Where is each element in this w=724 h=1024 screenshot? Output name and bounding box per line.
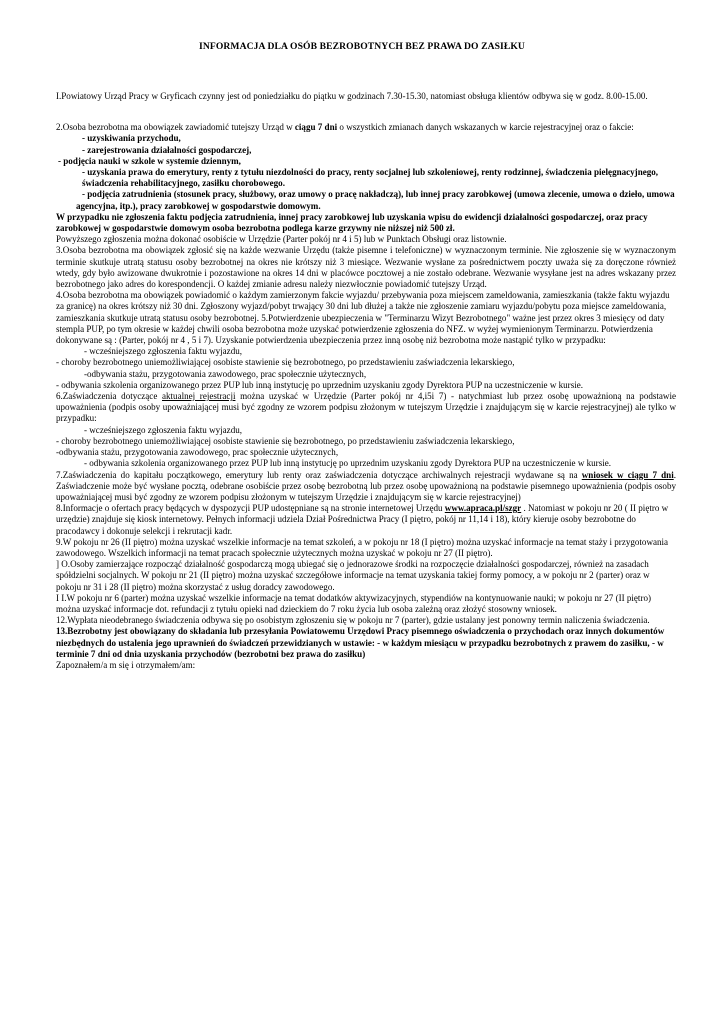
paragraph-2-text: 2.Osoba bezrobotna ma obowiązek zawiadomić tutejszy Urząd w — [56, 122, 295, 133]
list-item: - wcześniejszego zgłoszenia faktu wyjazdu, — [84, 346, 243, 357]
paragraph-11: I I.W pokoju nr 6 (parter) można uzyskać wszelkie informacje na temat dodatków aktywizacyjnych, stypendiów na kontynuowanie nauki; w pokoju nr 27 (II piętro) można uzyskać informacje dot. refundacji z tytułu opieki nad dzieckiem do 7 roku życia lub osoba zależną oraz złożyć stosowny wniosek. — [56, 592, 651, 614]
reporting-note: Powyższego zgłoszenia można dokonać osobiście w Urzędzie (Parter pokój nr 4 i 5) lub w Punktach Obsługi oraz listownie. — [56, 234, 507, 245]
list-item: -odbywania stażu, przygotowania zawodowego, prac społecznie użytecznych, — [56, 447, 339, 458]
paragraph-4: 4.Osoba bezrobotna ma obowiązek powiadomić o każdym zamierzonym fakcie wyjazdu/ przebywania poza miejscem zameldowania, zamieszkania (także faktu wyjazdu za granicę) na okres krótszy niż 30 dni. Zgłoszony wyjazd/pobyt trwający 30 dni lub dłużej a także nie zgłoszenie zamiaru wyjazdu/pobytu poza miejsce zameldowania, zamieszkania skutkuje utratą statusu osoby bezrobotnej. 5.Potwierdzenie ubezpieczenia w "Terminarzu Wizyt Bezrobotnego" ważne jest przez okres 3 miesięcy od daty stempla PUP, po tym okresie w każdej chwili osoba bezrobotna może uzyskać potwierdzenie zgłoszenia do NFZ. w wyżej wymienionym Terminarzu. Potwierdzenia dokonywane są : (Parter, pokój nr 4 , 5 i 7). Uzyskanie potwierdzenia ubezpieczenia przez inną osobę niż bezrobotna może nastąpić tylko w przypadku: — [56, 290, 670, 346]
paragraph-1: I.Powiatowy Urząd Pracy w Gryficach czynny jest od poniedziałku do piątku w godzinach 7.30-15.30, natomiast obsługa klientów odbywa się w godz. 8.00-15.00. — [56, 91, 648, 101]
paragraph-6-underlined: aktualnej rejestracji — [162, 391, 236, 402]
list-item: -odbywania stażu, przygotowania zawodowego, prac społecznie użytecznych, — [84, 368, 367, 379]
paragraph-7-text-end: . Zaświadczenie może być wysłane pocztą, odebrane osobiście przez osobę bezrobotną lub przez osobę upoważnioną na podstawie pisemnego upoważnienia (podpis osoby upoważniającej musi być zgodny ze wzorem podpisu złożonym w tutejszym Urzędzie i znajdującym się w karcie rejestracyjnej) — [56, 469, 676, 502]
document-body — [56, 91, 676, 671]
list-item: - odbywania szkolenia organizowanego przez PUP lub inną instytucję po uprzednim uzyskaniu zgody Dyrektora PUP na uczestniczenie w kursie. — [56, 379, 584, 390]
paragraph-2-text-end: o wszystkich zmianach danych wskazanych w karcie rejestracyjnej oraz o fakcie: — [337, 122, 634, 133]
paragraph-2 — [56, 122, 676, 133]
paragraph-3: 3.Osoba bezrobotna ma obowiązek zgłosić się na każde wezwanie Urzędu (także pisemne i telefoniczne) w wyznaczonym terminie. Nie zgłoszenie się w wyznaczonym terminie skutkuje utratą statusu osoby bezrobotnej na okres nie krótszy niż 3 miesiące. Wezwanie wysłane za pośrednictwem poczty uważa się za doręczone również wtedy, gdy było awizowane dwukrotnie i pozostawione na okres 14 dni w placówce pocztowej a nie zostało odebrane. Wezwanie wysyłane jest na adres wskazany przez bezrobotnego jako adres do korespondencji. O każdej zmianie adresu należy niezwłocznie powiadomić tutejszy Urząd. — [56, 245, 676, 290]
list-item: - uzyskiwania przychodu, — [82, 133, 181, 144]
website-link[interactable]: www.apraca.pl/szgr — [444, 503, 522, 514]
list-item: - podjęcia nauki w szkole w systemie dziennym, — [58, 155, 241, 166]
paragraph-6-text: 6.Zaświadczenia dotyczące — [56, 391, 162, 402]
paragraph-12: 12.Wypłata nieodebranego świadczenia odbywa się po osobistym zgłoszeniu się w pokoju nr 7 (parter), gdzie ustalany jest ponowny termin naliczenia świadczenia. — [56, 615, 650, 626]
warning-paragraph: W przypadku nie zgłoszenia faktu podjęcia zatrudnienia, innej pracy zarobkowej lub uzyskania wpisu do ewidencji działalności gospodarczej, oraz pracy zarobkowej w gospodarstwie domowym osoba bezrobotna podlega karze grzywny nie niższej niż 500 zł. — [56, 211, 648, 234]
acknowledgement: Zapoznałem/a m się i otrzymałem/am: — [56, 659, 196, 670]
list-item: - choroby bezrobotnego uniemożliwiającej osobiste stawienie się bezrobotnego, po przedstawieniu zaświadczenia lekarskiego, — [56, 357, 515, 368]
paragraph-13: 13.Bezrobotny jest obowiązany do składania lub przesyłania Powiatowemu Urzędowi Pracy pisemnego oświadczenia o przychodach oraz innych dokumentów niezbędnych do ustalenia jego uprawnień do świadczeń przewidzianych w ustawie: - w każdym miesiącu w przypadku bezrobotnych z prawem do zasiłku, - w terminie 7 dni od dnia uzyskania przychodów (bezrobotni bez prawa do zasiłku) — [56, 626, 665, 659]
list-item: - zarejestrowania działalności gospodarczej, — [82, 144, 252, 155]
paragraph-7-emphasis: wniosek w ciągu 7 dni — [581, 469, 674, 480]
document-title: INFORMACJA DLA OSÓB BEZROBOTNYCH BEZ PRAWA DO ZASIŁKU — [199, 41, 525, 52]
list-item — [56, 167, 676, 189]
list-item-text: - uzyskania prawa do emerytury, renty z tytułu niezdolności do pracy, renty socjalnej lub szkoleniowej, renty rodzinnej, świadczenia pielęgnacyjnego, świadczenia rehabilitacyjnego, zasiłku chorobowego. — [82, 167, 659, 189]
paragraph-6-text-end: można uzyskać w Urzędzie (Parter pokój nr 4,i5i 7) - natychmiast lub przez osobę upoważnioną na podstawie upoważnienia (podpis osoby upoważniającej musi być zgodny ze wzorem podpisu złożonym w tutejszym Urzędzie i znajdującym się w karcie rejestracyjnej) ale tylko w przypadku: — [56, 391, 676, 424]
list-item: - choroby bezrobotnego uniemożliwiającej osobiste stawienie się bezrobotnego, po przedstawieniu zaświadczenia lekarskiego, — [56, 435, 515, 446]
list-item — [56, 189, 676, 211]
paragraph-10: ] O.Osoby zamierzające rozpocząć działalność gospodarczą mogą ubiegać się o jednorazowe środki na rozpoczęcie działalności gospodarczej, również na zasadach spółdzielni socjalnych. W pokoju nr 21 (II piętro) można uzyskać szczegółowe informacje na temat uzyskania takiej formy pomocy, a w pokoju nr 2 (parter) oraz w pokoju nr 31 i 28 (II piętro) można skorzystać z usług doradcy zawodowego. — [56, 559, 650, 592]
list-item-text: - podjęcia zatrudnienia (stosunek pracy, służbowy, oraz umowy o pracę nakładczą), lub innej pracy zarobkowej (umowa zlecenie, umowa o dzieło, umowa agencyjna, itp.), pracy zarobkowej w gospodarstwie domowym. — [76, 189, 675, 211]
paragraph-8-text: 8.Informacje o ofertach pracy będących w dyspozycji PUP udostępniane są na stronie internetowej Urzędu — [56, 503, 445, 514]
paragraph-8 — [56, 503, 676, 537]
paragraph-6 — [56, 391, 676, 425]
paragraph-8-text-end: . Natomiast w pokoju nr 20 ( II piętro w urzędzie) znajduje się kiosk internetowy. Pełnych informacji udziela Dział Pośrednictwa Pracy (I piętro, pokój nr 11,14 i 18), który kieruje osoby bezrobotne do pracodawcy i dokonuje selekcji i rekrutacji kadr. — [56, 503, 669, 536]
list-item: - odbywania szkolenia organizowanego przez PUP lub inną instytucję po uprzednim uzyskaniu zgody Dyrektora PUP na uczestniczenie w kursie. — [84, 458, 612, 469]
paragraph-2-deadline: ciągu 7 dni — [294, 122, 338, 133]
paragraph-7-text: 7.Zaświadczenia do kapitału początkowego, emerytury lub renty oraz zaświadczenia dotyczące archiwalnych rejestracji wydawane są na — [56, 469, 582, 480]
paragraph-9: 9.W pokoju nr 26 (II piętro) można uzyskać wszelkie informacje na temat szkoleń, a w pokoju nr 18 (I piętro) można uzyskać informacje na temat staży i przygotowania zawodowego. Wszelkich informacji na temat pracach społecznie użytecznych można uzyskać w pokoju nr 27 (II piętro). — [56, 536, 669, 558]
paragraph-7 — [56, 470, 676, 504]
list-item: - wcześniejszego zgłoszenia faktu wyjazdu, — [84, 424, 243, 435]
